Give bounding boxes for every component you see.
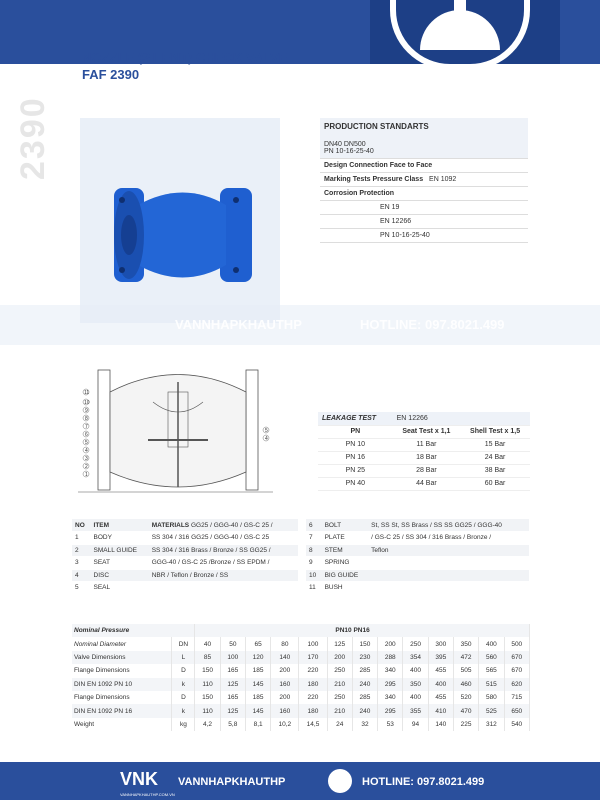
- svg-text:10: 10: [84, 400, 90, 406]
- table-row: 8 STEM Teflon: [306, 544, 529, 557]
- standards-en12266: EN 12266: [320, 215, 528, 229]
- table-row: PN 25 28 Bar 38 Bar: [318, 464, 530, 477]
- footer-brand: VANNHAPKHAUTHP: [178, 776, 286, 788]
- table-row: 6 BOLT St, SS St, SS Brass / SS SS GG25 / GGG-40: [306, 519, 529, 532]
- footer-hotline[interactable]: HOTLINE: 097.8021.499: [362, 776, 485, 788]
- table-row: Weight kg 4,2 5,8 8,1 10,2 14,5 24 32 53 94 140 225 312 540: [72, 718, 530, 731]
- valve-photo-icon: [108, 170, 258, 300]
- cross-section-diagram: [78, 362, 273, 497]
- table-row: Nominal Diameter DN 40 50 65 80 100 125 150 200 250 300 350 400 500: [72, 637, 530, 650]
- svg-text:4: 4: [85, 448, 88, 454]
- page-subtitle: FAF 2390: [82, 67, 140, 82]
- standards-range: DN40 DN500 PN 10-16-25-40: [320, 138, 528, 159]
- table-row: 2 SMALL GUIDE SS 304 / 316 Brass / Bronze / SS GG25 /: [72, 544, 298, 557]
- svg-text:1: 1: [85, 472, 88, 478]
- table-row: 10 BIG GUIDE: [306, 569, 529, 582]
- standards-en19: EN 19: [320, 201, 528, 215]
- table-row: Valve Dimensions L 85 100 120 140 170 200 230 288 354 395 472 560 670: [72, 651, 530, 664]
- watermark-band: [0, 305, 600, 345]
- table-row: 5 SEAL: [72, 582, 298, 595]
- standards-table: [320, 118, 528, 243]
- table-row: 3 SEAT GGG-40 / GS-C 25 /Bronze / SS EPDM /: [72, 557, 298, 570]
- dimensions-table: Nominal Pressure PN10 PN16 Nominal Diameter DN 40 50 65 80 100 125 150 200 250 300 350 400 500 Valve Dimensions L 85 100 120 140 170 200 230 288 354 395 472 560 670 Flange Dimensions D 150 165 185 200 220 250 285 340 400 455 505 565 670 DIN EN 1092 PN 10 k 110 125 145 160 180 210 240 295 350 400 460 515 620 Flange Dimensions D 150 165 185 200 220 250 285 340 400 455 520 580 715 DIN EN 1092 PN 16 k 110 125 145 160 180 210 240 295 355 410 470 525 650 Weight kg 4,2 5,8 8,1 10,2 14,5 24 32 53 94 140 225 312 540: [72, 624, 530, 731]
- standards-face-to-face: Design Connection Face to Face: [320, 159, 528, 173]
- svg-text:11: 11: [84, 390, 90, 396]
- table-row: DIN EN 1092 PN 16 k 110 125 145 160 180 210 240 295 355 410 470 525 650: [72, 704, 530, 717]
- leakage-title: LEAKAGE TEST: [318, 412, 393, 425]
- table-row: 4 DISC NBR / Teflon / Bronze / SS: [72, 569, 298, 582]
- watermark-hotline: HOTLINE: 097.8021.499: [360, 317, 505, 332]
- standards-header: PRODUCTION STANDARTS: [320, 118, 528, 138]
- materials-table-left: NO ITEM MATERIALS GG25 / GGG-40 / GS-C 25 / 1 BODY SS 304 / 316 GG25 / GGG-40 / GS-C 25 2 SMALL GUIDE SS 304 / 316 Brass / Bronze / SS GG25 / 3 SEAT GGG-40 / GS-C 25 /Bronze / SS EPDM / 4 DISC NBR / Teflon / Bronze / SS 5 SEAL: [72, 519, 298, 595]
- svg-text:8: 8: [85, 416, 88, 422]
- phone-icon: [328, 769, 352, 793]
- table-row: DIN EN 1092 PN 10 k 110 125 145 160 180 210 240 295 350 400 460 515 620: [72, 678, 530, 691]
- standards-marking: Marking Tests Pressure Class EN 1092: [320, 173, 528, 187]
- materials-table-right: [306, 519, 529, 595]
- svg-text:6: 6: [85, 432, 88, 438]
- page-title: NOZZLE (SILENT) CHECK VALVE: [82, 50, 288, 65]
- svg-text:3: 3: [85, 456, 88, 462]
- watermark-brand: VANNHAPKHAUTHP: [175, 317, 302, 332]
- standards-pn-values: PN 10-16-25-40: [320, 229, 528, 243]
- svg-text:7: 7: [85, 424, 88, 430]
- svg-text:2: 2: [85, 464, 88, 470]
- svg-text:5: 5: [265, 428, 268, 434]
- footer-bar: [0, 762, 600, 800]
- svg-text:9: 9: [85, 408, 88, 414]
- table-row: PN 40 44 Bar 60 Bar: [318, 477, 530, 490]
- model-code-watermark: 2390: [14, 96, 52, 180]
- footer-site: VANNHAPKHAUTHP.COM.VN: [120, 792, 175, 797]
- svg-text:VNK: VNK: [120, 769, 159, 789]
- leakage-standard: EN 12266: [393, 412, 530, 425]
- table-row: Flange Dimensions D 150 165 185 200 220 250 285 340 400 455 505 565 670: [72, 664, 530, 677]
- table-row: Flange Dimensions D 150 165 185 200 220 250 285 340 400 455 520 580 715: [72, 691, 530, 704]
- leakage-test-table: LEAKAGE TEST EN 12266 PN Seat Test x 1,1 Shell Test x 1,5 PN 10 11 Bar 15 Bar PN 16 18 Bar 24 Bar PN 25 28 Bar 38 Bar PN 40 44 Bar 60 Bar: [318, 412, 530, 491]
- table-row: 9 SPRING: [306, 557, 529, 570]
- brand-logo-icon: [118, 767, 166, 791]
- table-row: 1 BODY SS 304 / 316 GG25 / GGG-40 / GS-C 25: [72, 532, 298, 545]
- svg-text:4: 4: [265, 436, 268, 442]
- table-row: PN 16 18 Bar 24 Bar: [318, 451, 530, 464]
- svg-text:5: 5: [85, 440, 88, 446]
- table-row: PN 10 11 Bar 15 Bar: [318, 438, 530, 451]
- table-row: 11 BUSH: [306, 582, 529, 595]
- table-row: 7 PLATE / GS-C 25 / SS 304 / 316 Brass / Bronze /: [306, 532, 529, 545]
- standards-corrosion: Corrosion Protection: [320, 187, 528, 201]
